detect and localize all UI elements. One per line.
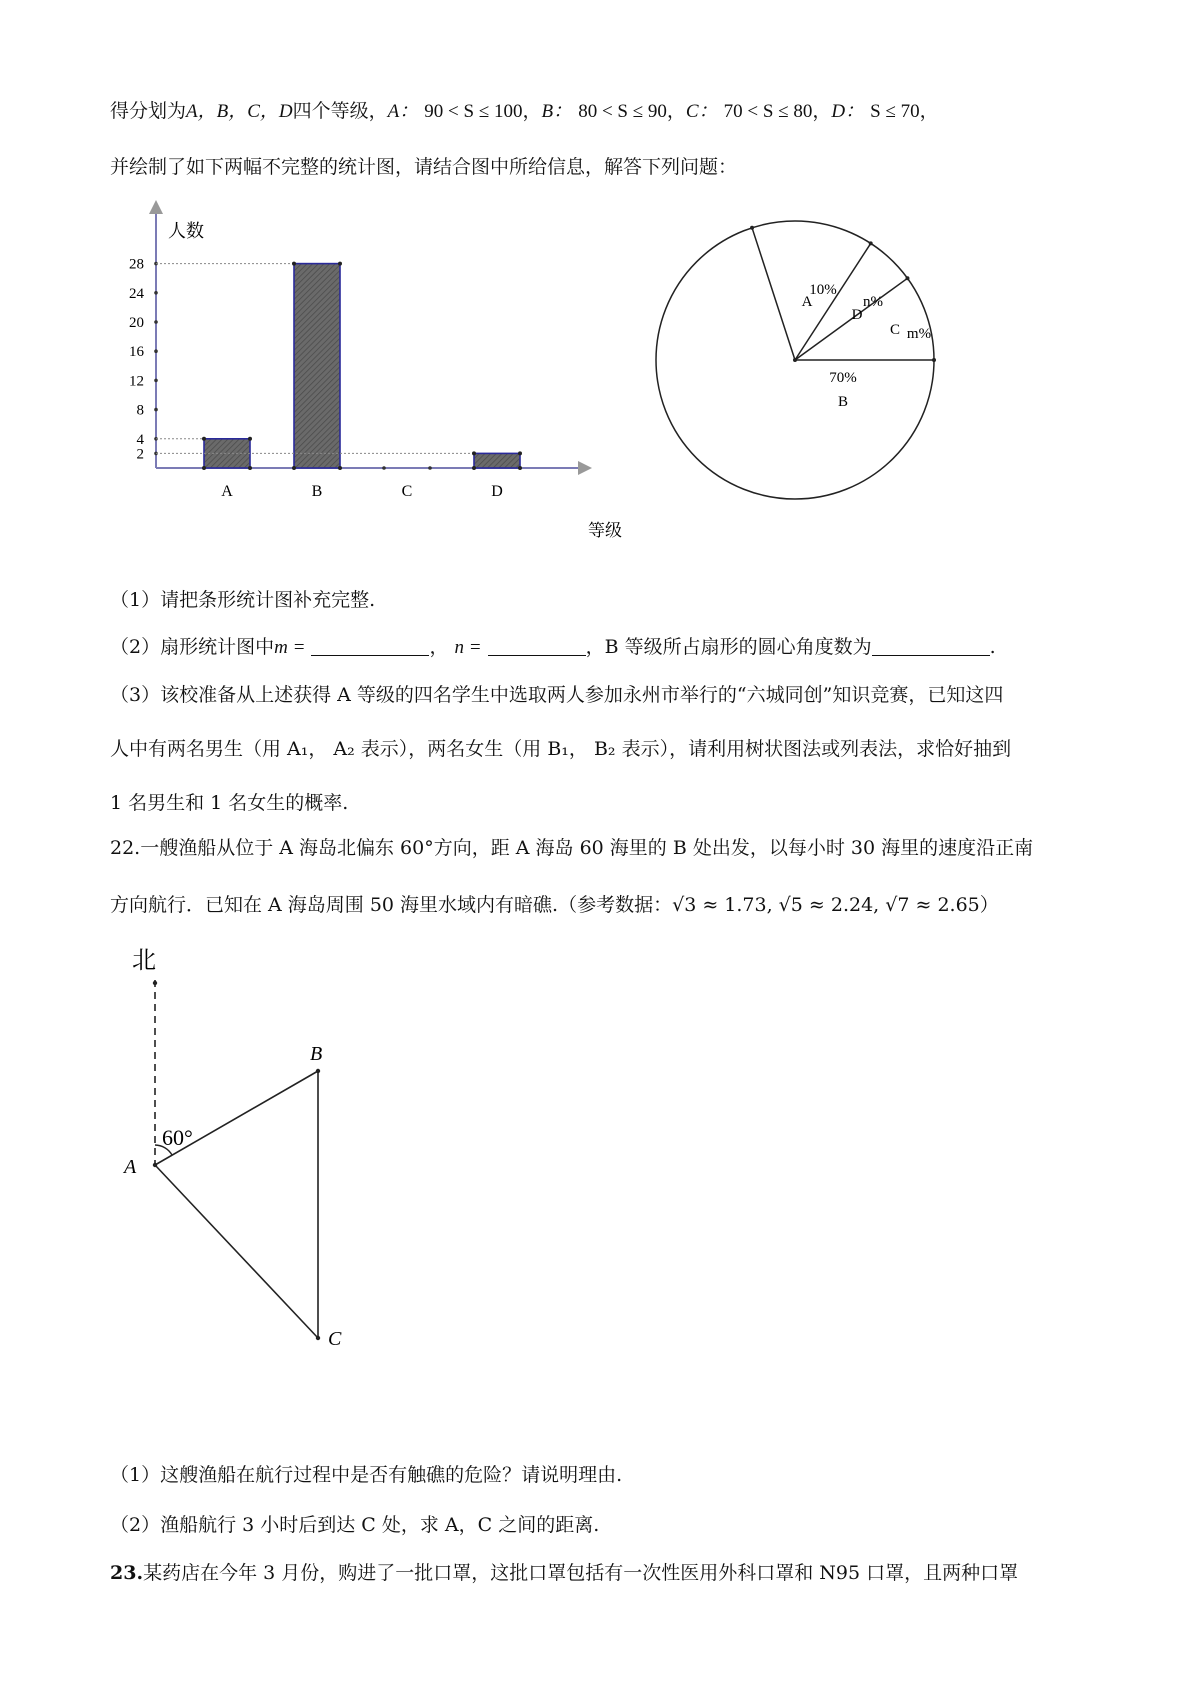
pie-label-B: B [837, 394, 849, 410]
bar-corner-point [292, 466, 296, 470]
bar-corner-point [518, 451, 522, 455]
x-tick-label: A [221, 483, 233, 500]
intro-text-2: 四个等级， [292, 100, 388, 122]
intro-line-1: 得分划为A，B，C，D四个等级，A： 90 < S ≤ 100，B： 80 < S ≤ 90，C： 70 < S ≤ 80，D： S ≤ 70， [110, 100, 939, 122]
y-tick-label: 4 [136, 431, 144, 448]
label-b: B [310, 1043, 323, 1065]
angle-answer-blank[interactable] [872, 637, 990, 656]
q23-number: 23. [110, 1562, 144, 1584]
range-d: S ≤ 70 [870, 101, 920, 122]
range-b: 80 < S ≤ 90 [578, 101, 667, 122]
segment-ab [155, 1071, 318, 1165]
bar-corner-point [338, 466, 342, 470]
range-b-label: B： [541, 101, 573, 122]
segment-ac [155, 1165, 318, 1338]
q21-part2-text-2: ，B 等级所占扇形的圆心角度数为 [585, 636, 872, 658]
point-c [316, 1336, 320, 1340]
q22-line1: 22.一艘渔船从位于 A 海岛北偏东 60°方向，距 A 海岛 60 海里的 B 处出发，以每小时 30 海里的速度沿正南 [110, 837, 1034, 859]
m-answer-blank[interactable] [311, 637, 429, 656]
range-c: 70 < S ≤ 80 [723, 101, 813, 122]
intro-text: 得分划为 [110, 100, 187, 122]
pie-slice-boundary [752, 228, 795, 360]
bar-corner-point [338, 262, 342, 266]
x-tick-label: B [311, 483, 323, 500]
n-label: n = [454, 637, 482, 658]
q21-part3-line2: 人中有两名男生（用 A₁， A₂ 表示），两名女生（用 B₁， B₂ 表示），请利用树状图法或列表法，求恰好抽到 [110, 738, 1012, 760]
y-tick-label: 16 [129, 344, 144, 361]
intro-line-2: 并绘制了如下两幅不完整的统计图，请结合图中所给信息，解答下列问题： [110, 156, 738, 178]
x-tick-label: C [401, 483, 413, 500]
angle-label: 60° [162, 1125, 193, 1150]
q21-part3-line3: 1 名男生和 1 名女生的概率. [110, 792, 349, 814]
pie-boundary-point [905, 276, 909, 280]
pie-center [793, 358, 797, 362]
y-tick-label: 8 [136, 402, 144, 419]
pie-boundary-point [869, 241, 873, 245]
pie-value-A: 10% [809, 282, 837, 298]
y-tick-mark [154, 291, 158, 295]
pie-boundary-point [750, 226, 754, 230]
bar-corner-point [472, 451, 476, 455]
north-point [153, 981, 157, 985]
y-tick-mark [154, 320, 158, 324]
pie-value-B: 70% [829, 370, 857, 386]
y-tick-mark [154, 408, 158, 412]
bar-placeholder-point [428, 466, 432, 470]
bar-chart-xlabel: 等级 [588, 521, 622, 541]
bar-corner-point [518, 466, 522, 470]
q22-line2: 方向航行．已知在 A 海岛周围 50 海里水域内有暗礁.（参考数据：√3 ≈ 1.73, √5 ≈ 2.24, √7 ≈ 2.65） [110, 894, 999, 916]
y-tick-label: 28 [129, 256, 144, 273]
label-c: C [328, 1328, 342, 1350]
y-tick-label: 2 [136, 446, 144, 463]
q23-line1 [110, 1558, 1018, 1585]
north-label: 北 [132, 946, 156, 974]
pie-label-A: A [801, 294, 813, 310]
point-b [316, 1069, 320, 1073]
bar-corner-point [292, 262, 296, 266]
bar-corner-point [472, 466, 476, 470]
y-tick-label: 20 [129, 315, 144, 331]
pie-chart [650, 215, 940, 505]
range-c-label: C： [685, 101, 718, 122]
x-tick-label: D [491, 483, 503, 500]
n-answer-blank[interactable] [488, 637, 586, 656]
q23-text: 某药店在今年 3 月份，购进了一批口罩，这批口罩包括有一次性医用外科口罩和 N95 口罩，且两种口罩 [143, 1562, 1019, 1584]
y-tick-mark [154, 379, 158, 383]
navigation-diagram [110, 940, 370, 1350]
point-a [153, 1163, 157, 1167]
pie-value-D: n% [863, 294, 883, 310]
q21-part2-text: （2）扇形统计图中 [110, 636, 275, 658]
bar-corner-point [202, 466, 206, 470]
bar-B [294, 264, 340, 468]
bar-corner-point [248, 466, 252, 470]
range-a-label: A： [387, 101, 419, 122]
pie-label-C: C [889, 322, 901, 338]
grade-names: A，B，C，D [186, 101, 293, 122]
q22-part2: （2）渔船航行 3 小时后到达 C 处，求 A，C 之间的距离. [110, 1514, 600, 1536]
comma: ， [429, 636, 449, 658]
y-axis-arrow [149, 200, 163, 214]
q21-part2 [110, 632, 996, 659]
pie-boundary-point [932, 358, 936, 362]
q21-part3-line1: （3）该校准备从上述获得 A 等级的四名学生中选取两人参加永州市举行的“六城同创”知识竞赛，已知这四 [110, 684, 1004, 706]
bar-chart [110, 200, 650, 550]
bar-A [204, 439, 250, 468]
pie-label-D: D [851, 307, 863, 323]
m-label: m = [274, 637, 306, 658]
y-tick-mark [154, 349, 158, 353]
label-a: A [124, 1156, 137, 1178]
bar-D [474, 453, 520, 468]
x-axis-arrow [578, 461, 592, 475]
q22-part1: （1）这艘渔船在航行过程中是否有触礁的危险？请说明理由. [110, 1464, 623, 1486]
bar-corner-point [202, 437, 206, 441]
period: . [989, 636, 996, 658]
y-tick-label: 24 [129, 285, 144, 302]
range-d-label: D： [831, 101, 865, 122]
q21-part1: （1）请把条形统计图补充完整. [110, 589, 376, 611]
range-a: 90 < S ≤ 100 [424, 101, 523, 122]
bar-placeholder-point [382, 466, 386, 470]
bar-corner-point [248, 437, 252, 441]
bar-chart-ylabel: 人数 [168, 221, 204, 242]
pie-value-C: m% [906, 326, 932, 342]
y-tick-label: 12 [129, 373, 144, 390]
